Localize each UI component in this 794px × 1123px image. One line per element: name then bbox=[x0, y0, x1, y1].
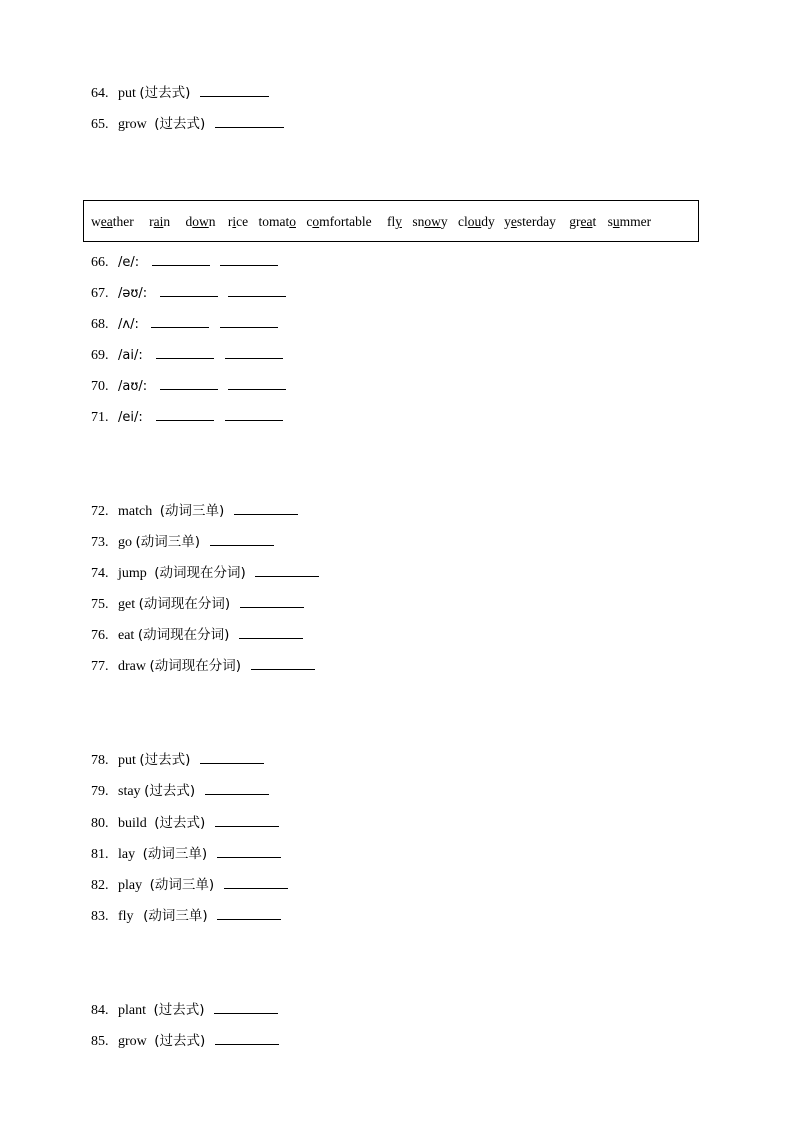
word-weather: weather bbox=[91, 214, 134, 229]
question-number: 74. bbox=[91, 566, 109, 581]
question-hint: (动词现在分词) bbox=[149, 658, 242, 674]
question-67 bbox=[91, 283, 286, 303]
question-number: 79. bbox=[91, 784, 109, 799]
question-number: 77. bbox=[91, 659, 109, 674]
question-number: 68. bbox=[91, 317, 109, 332]
question-81 bbox=[91, 844, 281, 864]
answer-blank[interactable] bbox=[151, 314, 209, 328]
phonetic-symbol: /ei/: bbox=[118, 410, 143, 425]
question-hint: (过去式) bbox=[139, 752, 191, 768]
question-64 bbox=[91, 83, 269, 103]
question-hint: (动词现在分词) bbox=[138, 596, 231, 612]
question-hint: (动词三单) bbox=[142, 846, 208, 862]
question-hint: (动词三单) bbox=[143, 908, 208, 924]
question-number: 83. bbox=[91, 909, 109, 924]
question-number: 72. bbox=[91, 504, 109, 519]
answer-blank[interactable] bbox=[214, 1000, 278, 1014]
question-word: fly bbox=[118, 909, 134, 924]
answer-blank[interactable] bbox=[215, 114, 284, 128]
question-word: eat bbox=[118, 628, 135, 643]
answer-blank[interactable] bbox=[205, 781, 269, 795]
answer-blank[interactable] bbox=[220, 314, 278, 328]
question-number: 71. bbox=[91, 410, 109, 425]
word-summer: summer bbox=[607, 214, 652, 229]
question-number: 66. bbox=[91, 255, 109, 270]
question-number: 73. bbox=[91, 535, 109, 550]
question-number: 65. bbox=[91, 117, 109, 132]
answer-blank[interactable] bbox=[156, 345, 214, 359]
question-number: 76. bbox=[91, 628, 109, 643]
question-84 bbox=[91, 1000, 278, 1020]
question-77 bbox=[91, 656, 315, 676]
question-71 bbox=[91, 407, 283, 427]
word-tomato: tomato bbox=[258, 214, 296, 229]
question-word: match bbox=[118, 504, 153, 519]
phonetic-symbol: /aʊ/: bbox=[118, 379, 148, 394]
question-65 bbox=[91, 114, 284, 134]
word-box bbox=[83, 200, 699, 242]
question-number: 70. bbox=[91, 379, 109, 394]
word-fly: fly bbox=[386, 214, 402, 229]
question-hint: (动词现在分词) bbox=[137, 627, 230, 643]
question-hint: (动词三单) bbox=[135, 534, 201, 550]
answer-blank[interactable] bbox=[210, 532, 274, 546]
answer-blank[interactable] bbox=[160, 283, 218, 297]
question-number: 81. bbox=[91, 847, 109, 862]
question-hint: (动词现在分词) bbox=[154, 565, 246, 581]
answer-blank[interactable] bbox=[217, 844, 281, 858]
answer-blank[interactable] bbox=[215, 1031, 279, 1045]
word-comfortable: comfortable bbox=[306, 214, 372, 229]
answer-blank[interactable] bbox=[225, 345, 283, 359]
question-72 bbox=[91, 501, 298, 521]
question-word: stay bbox=[118, 784, 141, 799]
question-word: build bbox=[118, 816, 147, 831]
question-number: 82. bbox=[91, 878, 109, 893]
question-85 bbox=[91, 1031, 279, 1051]
question-hint: (过去式) bbox=[139, 85, 191, 101]
phonetic-symbol: /e/: bbox=[118, 255, 140, 270]
word-yesterday: yesterday bbox=[504, 214, 556, 229]
question-word: lay bbox=[118, 847, 136, 862]
question-66 bbox=[91, 252, 278, 272]
question-word: get bbox=[118, 597, 136, 612]
question-hint: (动词三单) bbox=[149, 877, 215, 893]
phonetic-symbol: /əʊ/: bbox=[118, 286, 148, 301]
question-75 bbox=[91, 594, 304, 614]
question-number: 69. bbox=[91, 348, 109, 363]
answer-blank[interactable] bbox=[217, 906, 281, 920]
answer-blank[interactable] bbox=[251, 656, 315, 670]
answer-blank[interactable] bbox=[160, 376, 218, 390]
answer-blank[interactable] bbox=[255, 563, 319, 577]
answer-blank[interactable] bbox=[215, 813, 279, 827]
question-68 bbox=[91, 314, 278, 334]
answer-blank[interactable] bbox=[228, 376, 286, 390]
question-word: grow bbox=[118, 1034, 147, 1049]
question-80 bbox=[91, 813, 279, 833]
question-number: 80. bbox=[91, 816, 109, 831]
question-word: put bbox=[118, 86, 136, 101]
answer-blank[interactable] bbox=[240, 594, 304, 608]
question-word: plant bbox=[118, 1003, 146, 1018]
phonetic-symbol: /ai/: bbox=[118, 348, 143, 363]
answer-blank[interactable] bbox=[234, 501, 298, 515]
question-number: 67. bbox=[91, 286, 109, 301]
question-number: 75. bbox=[91, 597, 109, 612]
question-number: 64. bbox=[91, 86, 109, 101]
answer-blank[interactable] bbox=[156, 407, 214, 421]
question-hint: (动词三单) bbox=[159, 503, 225, 519]
answer-blank[interactable] bbox=[239, 625, 303, 639]
question-hint: (过去式) bbox=[154, 116, 206, 132]
question-word: play bbox=[118, 878, 143, 893]
word-snowy: snowy bbox=[412, 214, 448, 229]
question-hint: (过去式) bbox=[154, 815, 206, 831]
question-word: go bbox=[118, 535, 132, 550]
word-rain: rain bbox=[149, 214, 171, 229]
question-76 bbox=[91, 625, 303, 645]
question-word: jump bbox=[118, 566, 147, 581]
question-word: grow bbox=[118, 117, 147, 132]
word-cloudy: cloudy bbox=[457, 214, 495, 229]
question-73 bbox=[91, 532, 274, 552]
question-79 bbox=[91, 781, 269, 801]
question-82 bbox=[91, 875, 288, 895]
word-rice: rice bbox=[227, 214, 249, 229]
answer-blank[interactable] bbox=[200, 750, 264, 764]
question-word: draw bbox=[118, 659, 146, 674]
word-list bbox=[91, 214, 651, 230]
answer-blank[interactable] bbox=[228, 283, 286, 297]
word-great: great bbox=[569, 214, 597, 229]
phonetic-symbol: /ʌ/: bbox=[118, 317, 139, 332]
answer-blank[interactable] bbox=[224, 875, 288, 889]
question-hint: (过去式) bbox=[153, 1002, 205, 1018]
word-down: down bbox=[185, 214, 216, 229]
question-74 bbox=[91, 563, 319, 583]
question-hint: (过去式) bbox=[144, 783, 196, 799]
question-number: 78. bbox=[91, 753, 109, 768]
question-hint: (过去式) bbox=[154, 1033, 206, 1049]
question-69 bbox=[91, 345, 283, 365]
question-70 bbox=[91, 376, 286, 396]
answer-blank[interactable] bbox=[200, 83, 269, 97]
answer-blank[interactable] bbox=[220, 252, 278, 266]
question-word: put bbox=[118, 753, 136, 768]
question-78 bbox=[91, 750, 264, 770]
question-83 bbox=[91, 906, 281, 926]
answer-blank[interactable] bbox=[152, 252, 210, 266]
question-number: 85. bbox=[91, 1034, 109, 1049]
question-number: 84. bbox=[91, 1003, 109, 1018]
answer-blank[interactable] bbox=[225, 407, 283, 421]
